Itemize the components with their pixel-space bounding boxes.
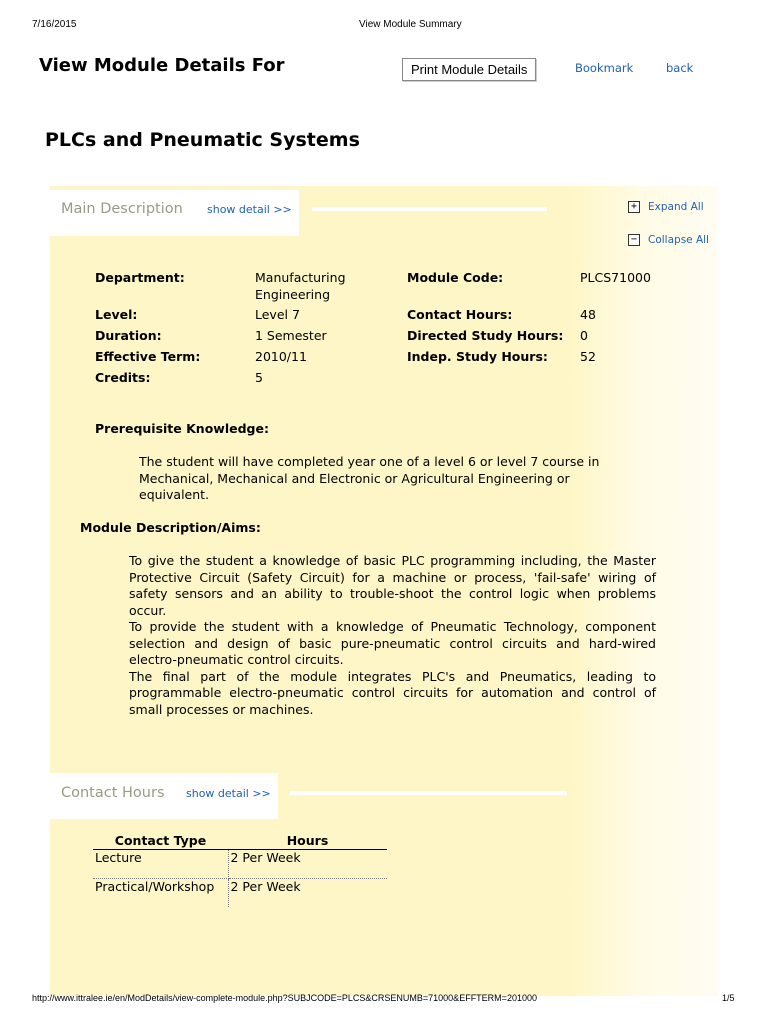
aims-text: [129, 553, 656, 718]
table-cell: Lecture: [93, 850, 228, 879]
expand-all-control[interactable]: [628, 201, 704, 213]
print-module-details-button[interactable]: Print Module Details: [402, 58, 536, 81]
indep-study-hours-label: Indep. Study Hours:: [407, 349, 548, 364]
contact-hours-value: 48: [580, 307, 596, 322]
table-row: [93, 850, 387, 879]
prerequisite-heading: Prerequisite Knowledge:: [95, 421, 269, 436]
department-value-line1: Manufacturing: [255, 270, 346, 285]
table-cell: 2 Per Week: [228, 850, 387, 879]
indep-study-hours-value: 52: [580, 349, 596, 364]
credits-value: 5: [255, 370, 263, 385]
duration-label: Duration:: [95, 328, 162, 343]
effective-term-value: 2010/11: [255, 349, 307, 364]
expand-plus-icon: +: [628, 201, 640, 213]
main-description-show-detail-link[interactable]: show detail >>: [207, 203, 292, 216]
aims-paragraph: To provide the student with a knowledge of Pneumatic Technology, component selection and design of basic pure-pneumatic control circuits and hard-wired electro-pneumatic control circuits.: [129, 619, 656, 667]
tab-divider-line: [290, 791, 567, 795]
contact-hours-table: [93, 832, 387, 907]
module-code-label: Module Code:: [407, 270, 504, 285]
department-label: Department:: [95, 270, 185, 285]
module-title: PLCs and Pneumatic Systems: [45, 129, 360, 151]
main-description-title: Main Description: [61, 201, 183, 217]
back-link[interactable]: back: [666, 61, 694, 75]
collapse-all-label: Collapse All: [648, 234, 709, 246]
level-value: Level 7: [255, 307, 300, 322]
contact-hours-show-detail-link[interactable]: show detail >>: [186, 787, 271, 800]
print-footer-url: http://www.ittralee.ie/en/ModDetails/view-complete-module.php?SUBJCODE=PLCS&CRSENUMB=71000&EFFTERM=201000: [32, 993, 537, 1003]
prerequisite-line: equivalent.: [139, 487, 210, 502]
table-header-row: [93, 832, 387, 850]
print-footer-page: 1/5: [722, 993, 735, 1003]
aims-heading: Module Description/Aims:: [80, 520, 261, 535]
prerequisite-text: [139, 454, 659, 504]
prerequisite-line: The student will have completed year one of a level 6 or level 7 course in: [139, 454, 600, 469]
department-value-line2: Engineering: [255, 287, 330, 302]
page-title: View Module Details For: [39, 55, 285, 76]
credits-label: Credits:: [95, 370, 151, 385]
collapse-all-control[interactable]: [628, 234, 709, 246]
level-label: Level:: [95, 307, 138, 322]
column-header-contact-type: Contact Type: [93, 832, 228, 850]
tab-divider-line: [312, 207, 547, 211]
directed-study-hours-value: 0: [580, 328, 588, 343]
aims-paragraph: To give the student a knowledge of basic PLC programming including, the Master Protective Circuit (Safety Circuit) for a machine or process, 'fail-safe' wiring of safety sensors and an ability to trouble-shoot the control logic when problems occur.: [129, 553, 656, 618]
expand-all-label: Expand All: [648, 201, 704, 213]
column-header-hours: Hours: [228, 832, 387, 850]
table-cell: Practical/Workshop: [93, 879, 228, 908]
duration-value: 1 Semester: [255, 328, 327, 343]
table-cell: 2 Per Week: [230, 879, 301, 894]
table-row: [93, 879, 387, 908]
bookmark-link[interactable]: Bookmark: [575, 61, 634, 75]
contact-hours-title: Contact Hours: [61, 785, 165, 801]
print-date: 7/16/2015: [32, 19, 77, 30]
prerequisite-line: Mechanical, Mechanical and Electronic or Agricultural Engineering or: [139, 470, 570, 486]
contact-hours-label: Contact Hours:: [407, 307, 513, 322]
directed-study-hours-label: Directed Study Hours:: [407, 328, 564, 343]
module-code-value: PLCS71000: [580, 270, 651, 285]
aims-paragraph: The final part of the module integrates PLC's and Pneumatics, leading to programmable electro-pneumatic control circuits for automation and control of small processes or machines.: [129, 668, 656, 717]
effective-term-label: Effective Term:: [95, 349, 201, 364]
collapse-minus-icon: −: [628, 234, 640, 246]
print-doc-title: View Module Summary: [359, 19, 462, 30]
